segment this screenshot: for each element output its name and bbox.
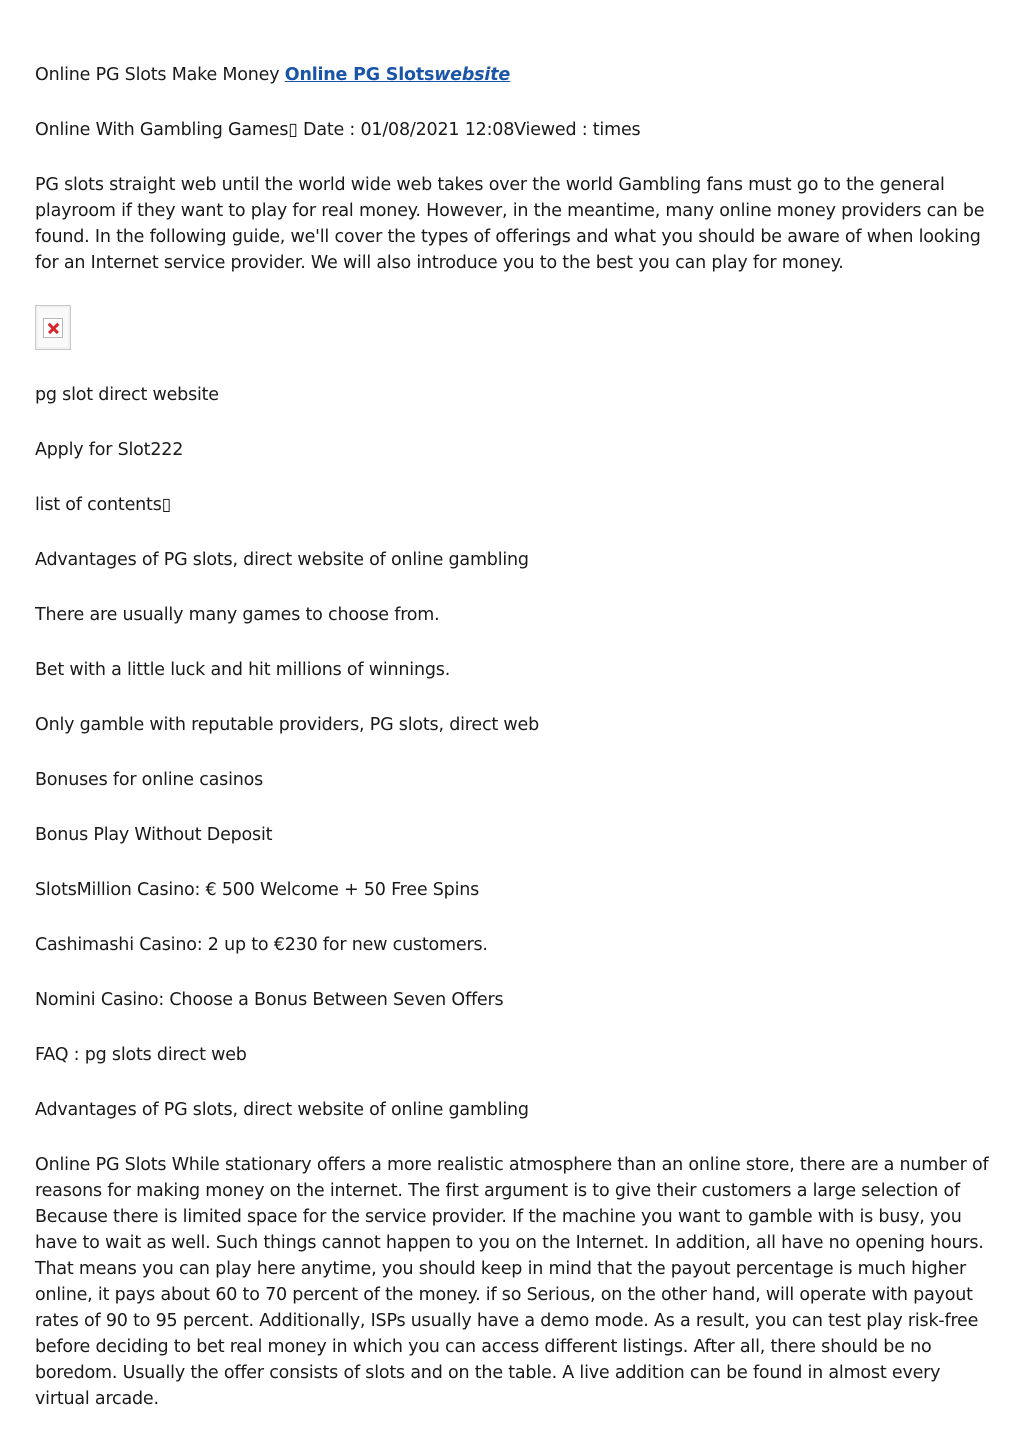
- line-list-of-contents: list of contents▯: [35, 495, 172, 515]
- body-paragraph: Online PG Slots While stationary offers a more realistic atmosphere than an online store, there are a number of reasons for making money on the internet. The first argument is to give their customers a large selection of Because there is limited space for the service provider. If the machine you want to gamble with is busy, you have to wait as well. Such things cannot happen to you on the Internet. In addition, all have no opening hours. That means you can play here anytime, you should keep in mind that the payout percentage is much higher online, it pays about 60 to 70 percent of the money. if so Serious, on the other hand, will operate with payout rates of 90 to 95 percent. Additionally, ISPs usually have a demo mode. As a result, you can test play risk-free before deciding to bet real money in which you can access different listings. After all, there should be no boredom. Usually the offer consists of slots and on the table. A live addition can be found in almost every virtual arcade.: [35, 1155, 989, 1409]
- line-apply-for-slot222: Apply for Slot222: [35, 440, 184, 460]
- online-pg-slots-website-link[interactable]: [285, 65, 510, 85]
- toc-item-bonuses: Bonuses for online casinos: [35, 770, 264, 790]
- document-title-line: [35, 62, 990, 88]
- document-page: [35, 62, 990, 1441]
- broken-image-placeholder: [35, 305, 71, 350]
- section-heading-advantages: Advantages of PG slots, direct website of online gambling: [35, 1100, 529, 1120]
- title-text: Online PG Slots Make Money: [35, 65, 285, 85]
- toc-item-bet-with-luck: Bet with a little luck and hit millions of winnings.: [35, 660, 451, 680]
- toc-item-reputable-providers: Only gamble with reputable providers, PG slots, direct web: [35, 715, 539, 735]
- broken-image-icon: [43, 318, 63, 338]
- toc-item-bonus-no-deposit: Bonus Play Without Deposit: [35, 825, 273, 845]
- link-italic-text: website: [434, 65, 511, 85]
- intro-paragraph: PG slots straight web until the world wide web takes over the world Gambling fans must go to the general playroom if they want to play for real money. However, in the meantime, many online money providers can be found. In the following guide, we'll cover the types of offerings and what you should be aware of when looking for an Internet service provider. We will also introduce you to the best you can play for money.: [35, 175, 985, 273]
- toc-item-nomini: Nomini Casino: Choose a Bonus Between Seven Offers: [35, 990, 504, 1010]
- link-bold-text: Online PG Slots: [284, 65, 435, 85]
- meta-line: Online With Gambling Games▯ Date : 01/08/2021 12:08Viewed : times: [35, 120, 641, 140]
- toc-item-slotsmillion: SlotsMillion Casino: € 500 Welcome + 50 Free Spins: [35, 880, 480, 900]
- line-pg-slot-direct-website: pg slot direct website: [35, 385, 219, 405]
- toc-item-advantages: Advantages of PG slots, direct website of online gambling: [35, 550, 529, 570]
- toc-item-cashimashi: Cashimashi Casino: 2 up to €230 for new customers.: [35, 935, 488, 955]
- toc-item-faq: FAQ : pg slots direct web: [35, 1045, 247, 1065]
- toc-item-many-games: There are usually many games to choose from.: [35, 605, 440, 625]
